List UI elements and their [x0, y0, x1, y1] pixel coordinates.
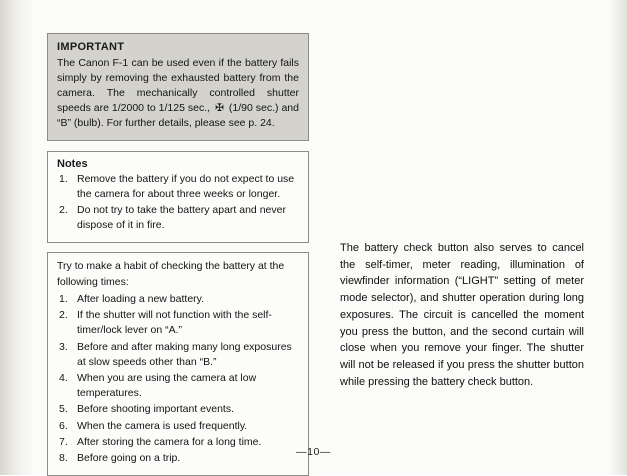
list-item [57, 419, 299, 434]
list-item-number: 5. [59, 403, 68, 416]
list-item-number: 1. [59, 292, 68, 305]
list-item-text: Remove the battery if you do not expect to use the camera for about three weeks or longer. [77, 172, 295, 200]
right-column [340, 240, 584, 390]
battery-check-habit-box [47, 252, 309, 476]
list-item [57, 371, 299, 401]
list-item [57, 292, 299, 307]
important-body-text: The Canon F-1 can be used even if the battery fails simply by removing the exhausted battery from the camera. The mechanically controlled shutter speeds are 1/2000 to 1/125 sec., ✠ (1/90 sec.) and “B” (bulb). For further details, please see p. 24. [57, 57, 299, 129]
habit-intro-text: Try to make a habit of checking the battery at the following times: [57, 260, 285, 288]
list-item-text: If the shutter will not function with the self-timer/lock lever on “A.” [77, 309, 272, 337]
left-column [47, 33, 309, 476]
notes-box [47, 151, 309, 244]
page-number: —10— [296, 446, 331, 458]
list-item-text: When you are using the camera at low temperatures. [77, 371, 257, 400]
list-item [57, 308, 299, 338]
list-item-number: 4. [59, 371, 68, 384]
list-item-text: When the camera is used frequently. [77, 419, 248, 432]
list-item-text: Before and after making many long exposures at slow speeds other than “B.” [77, 340, 292, 368]
list-item-number: 7. [59, 435, 68, 448]
notes-list [57, 172, 299, 234]
list-item [57, 172, 299, 202]
list-item-number: 1. [59, 172, 68, 185]
list-item-number: 8. [59, 452, 68, 465]
list-item-text: Before going on a trip. [77, 452, 181, 465]
list-item-text: After storing the camera for a long time. [77, 435, 262, 448]
list-item [57, 340, 299, 370]
list-item-number: 6. [59, 419, 68, 432]
important-title: IMPORTANT [57, 41, 125, 53]
list-item-number: 3. [59, 340, 68, 353]
habit-list [57, 292, 299, 466]
list-item-text: Do not try to take the battery apart and never dispose of it in fire. [77, 203, 286, 232]
list-item-text: After loading a new battery. [77, 292, 205, 305]
list-item-text: Before shooting important events. [77, 403, 235, 416]
important-callout-box [47, 33, 309, 141]
list-item-number: 2. [59, 309, 68, 322]
list-item [57, 203, 299, 233]
battery-check-button-paragraph: The battery check button also serves to cancel the self-timer, meter reading, illumination of viewfinder information (“LIGHT” setting of meter mode selector), and shutter operation during long exposures. The circuit is cancelled the moment you press the button, and the second curtain will close when you remove your finger. The shutter will not be released if you press the shutter button while pressing the battery check button. [340, 242, 584, 388]
list-item [57, 402, 299, 417]
notes-title: Notes [57, 157, 88, 170]
list-item-number: 2. [59, 203, 68, 216]
